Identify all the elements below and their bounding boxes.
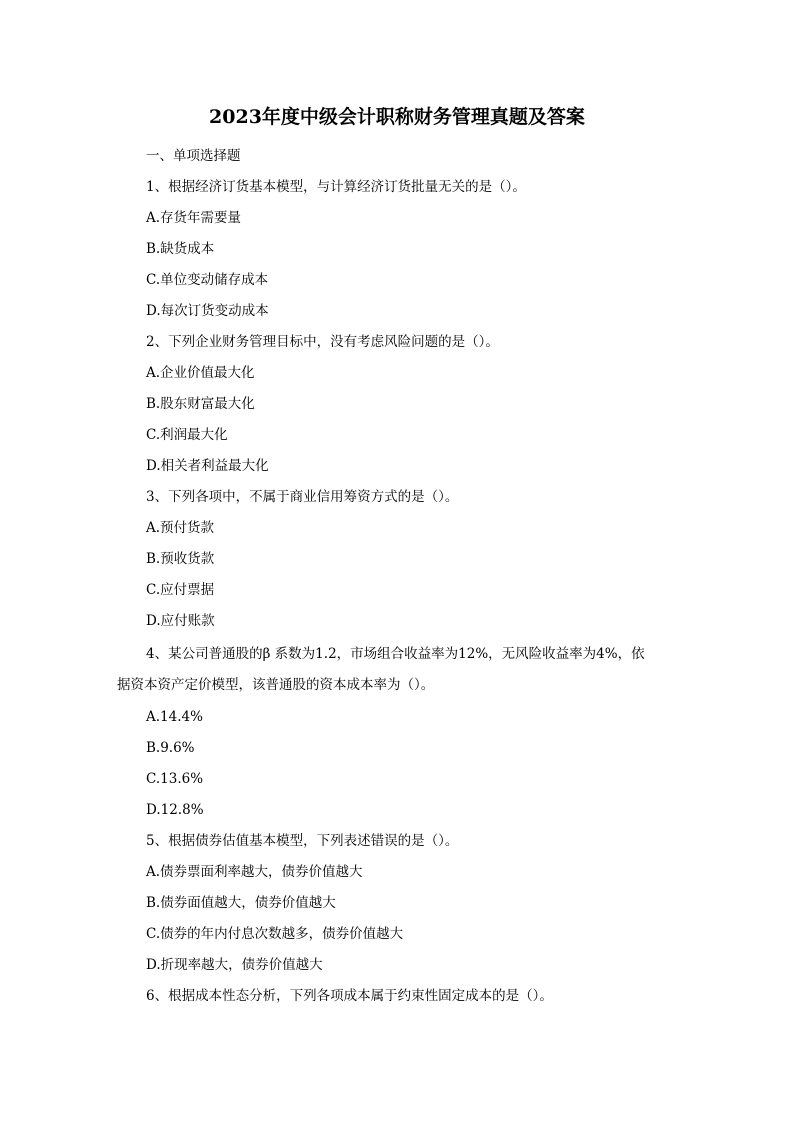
question-stem: 1、根据经济订货基本模型，与计算经济订货批量无关的是（）。 xyxy=(146,179,526,195)
answer-option: A.企业价值最大化 xyxy=(146,365,255,381)
section-heading: 一、单项选择题 xyxy=(146,148,241,164)
answer-option: B.9.6% xyxy=(146,740,195,756)
answer-option: B.债券面值越大，债券价值越大 xyxy=(146,895,336,911)
answer-option: A.债券票面利率越大，债券价值越大 xyxy=(146,864,363,880)
answer-option: C.应付票据 xyxy=(146,582,215,598)
answer-option: D.应付账款 xyxy=(146,613,215,629)
answer-option: B.预收货款 xyxy=(146,551,215,567)
answer-option: D.12.8% xyxy=(146,802,204,818)
answer-option: C.债券的年内付息次数越多，债券价值越大 xyxy=(146,926,404,942)
answer-option: D.折现率越大，债券价值越大 xyxy=(146,957,323,973)
question-stem: 5、根据债券估值基本模型，下列表述错误的是（）。 xyxy=(146,833,459,849)
answer-option: A.预付货款 xyxy=(146,520,215,536)
answer-option: A.存货年需要量 xyxy=(146,210,242,226)
answer-option: C.单位变动储存成本 xyxy=(146,272,269,288)
question-stem: 2、下列企业财务管理目标中，没有考虑风险问题的是（）。 xyxy=(146,334,499,350)
answer-option: C.13.6% xyxy=(146,771,204,787)
answer-option: D.每次订货变动成本 xyxy=(146,303,269,319)
answer-option: A.14.4% xyxy=(146,709,203,725)
answer-option: B.缺货成本 xyxy=(146,241,215,257)
answer-option: D.相关者利益最大化 xyxy=(146,458,269,474)
question-stem: 6、根据成本性态分析，下列各项成本属于约束性固定成本的是（）。 xyxy=(146,988,553,1004)
question-stem: 4、某公司普通股的β 系数为1.2，市场组合收益率为12%，无风险收益率为4%，依 xyxy=(146,646,645,662)
page-title: 2023年度中级会计职称财务管理真题及答案 xyxy=(209,106,585,128)
answer-option: C.利润最大化 xyxy=(146,427,228,443)
answer-option: B.股东财富最大化 xyxy=(146,396,255,412)
question-stem-continuation: 据资本资产定价模型，该普通股的资本成本率为（）。 xyxy=(117,677,435,693)
question-stem: 3、下列各项中，不属于商业信用筹资方式的是（）。 xyxy=(146,489,459,505)
